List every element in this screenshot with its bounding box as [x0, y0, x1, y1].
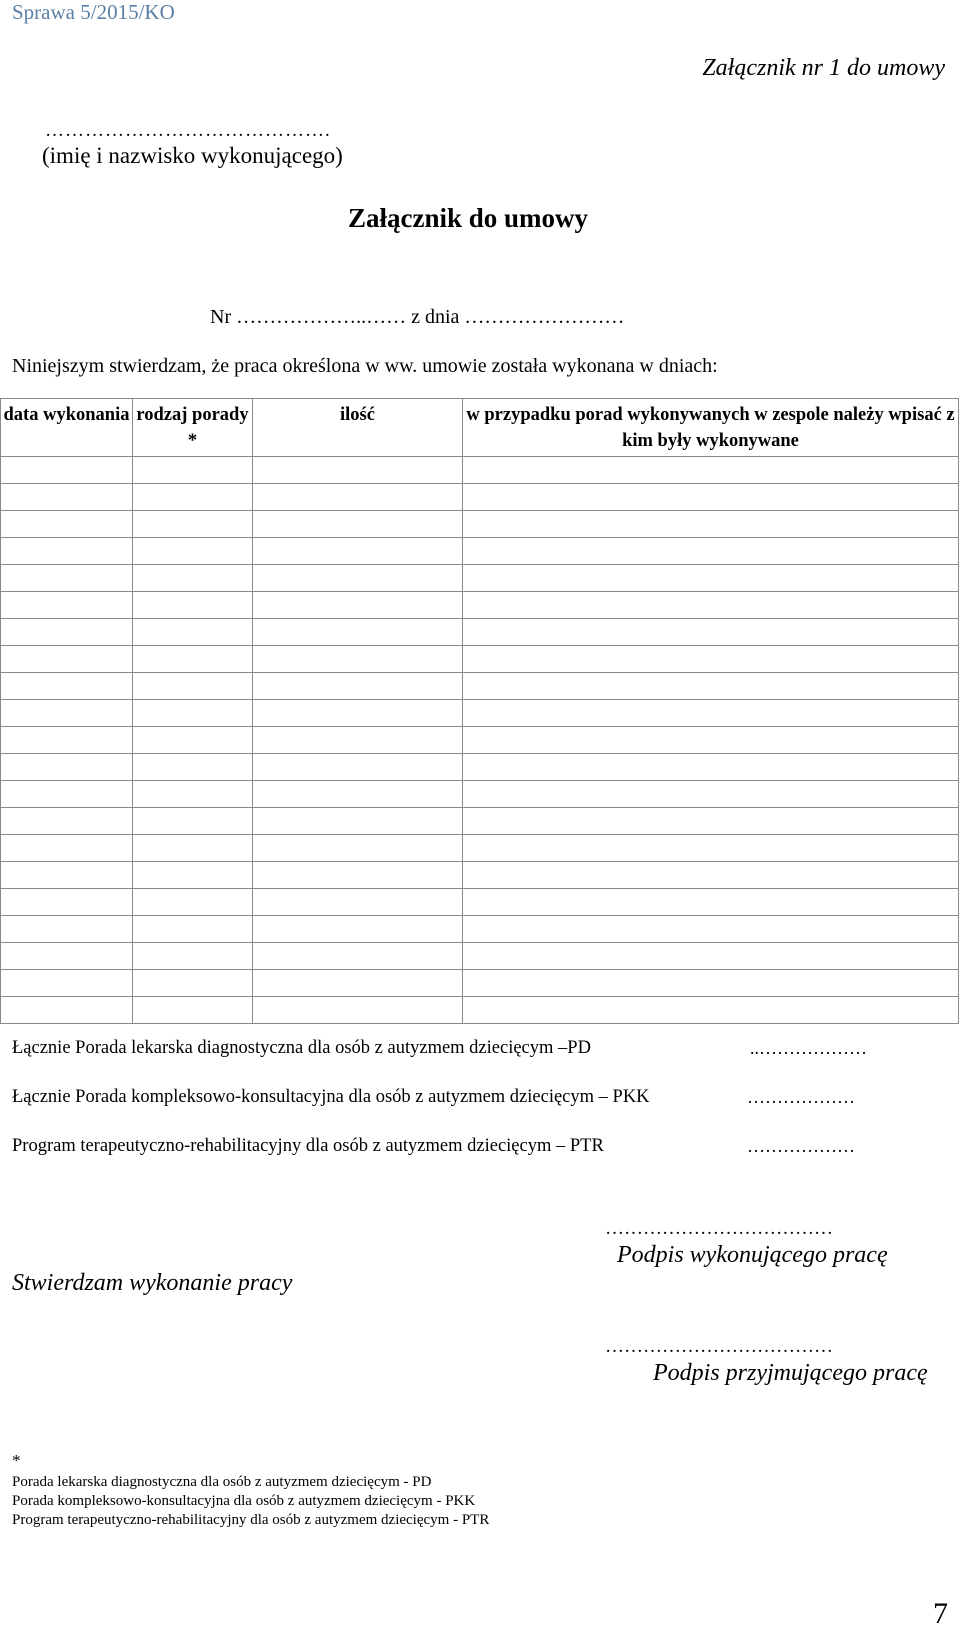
cell-service-type[interactable]: [133, 916, 253, 943]
cell-service-type[interactable]: [133, 700, 253, 727]
cell-quantity[interactable]: [253, 808, 463, 835]
cell-service-type[interactable]: [133, 565, 253, 592]
cell-quantity[interactable]: [253, 646, 463, 673]
table-row: [1, 727, 959, 754]
cell-date[interactable]: [1, 538, 133, 565]
cell-quantity[interactable]: [253, 619, 463, 646]
summary-ptr-label: Program terapeutyczno-rehabilitacyjny dla osób z autyzmem dziecięcym – PTR: [12, 1136, 604, 1156]
cell-date[interactable]: [1, 673, 133, 700]
table-row: [1, 538, 959, 565]
cell-team-members[interactable]: [463, 808, 959, 835]
cell-quantity[interactable]: [253, 781, 463, 808]
cell-quantity[interactable]: [253, 673, 463, 700]
header-service-type: rodzaj porady *: [133, 399, 253, 457]
cell-date[interactable]: [1, 592, 133, 619]
table-row: [1, 565, 959, 592]
cell-quantity[interactable]: [253, 889, 463, 916]
cell-quantity[interactable]: [253, 538, 463, 565]
cell-date[interactable]: [1, 835, 133, 862]
cell-team-members[interactable]: [463, 538, 959, 565]
table-row: [1, 862, 959, 889]
cell-service-type[interactable]: [133, 889, 253, 916]
cell-date[interactable]: [1, 808, 133, 835]
cell-quantity[interactable]: [253, 835, 463, 862]
table-row: [1, 484, 959, 511]
cell-team-members[interactable]: [463, 673, 959, 700]
cell-service-type[interactable]: [133, 673, 253, 700]
cell-quantity[interactable]: [253, 700, 463, 727]
cell-service-type[interactable]: [133, 862, 253, 889]
table-row: [1, 889, 959, 916]
cell-service-type[interactable]: [133, 835, 253, 862]
cell-team-members[interactable]: [463, 862, 959, 889]
cell-team-members[interactable]: [463, 565, 959, 592]
cell-team-members[interactable]: [463, 916, 959, 943]
cell-service-type[interactable]: [133, 997, 253, 1024]
document-title: Załącznik do umowy: [348, 203, 589, 233]
cell-team-members[interactable]: [463, 943, 959, 970]
table-row: [1, 943, 959, 970]
footnote-marker: *: [12, 1451, 21, 1470]
cell-team-members[interactable]: [463, 484, 959, 511]
contractor-name-blank: …………………………………….: [45, 120, 331, 141]
cell-quantity[interactable]: [253, 457, 463, 484]
cell-service-type[interactable]: [133, 538, 253, 565]
cell-team-members[interactable]: [463, 592, 959, 619]
table-row: [1, 808, 959, 835]
cell-date[interactable]: [1, 511, 133, 538]
cell-date[interactable]: [1, 889, 133, 916]
cell-date[interactable]: [1, 781, 133, 808]
cell-quantity[interactable]: [253, 511, 463, 538]
annex-number: Załącznik nr 1 do umowy: [702, 55, 945, 81]
table-row: [1, 592, 959, 619]
cell-team-members[interactable]: [463, 700, 959, 727]
cell-quantity[interactable]: [253, 754, 463, 781]
table-row: [1, 646, 959, 673]
cell-quantity[interactable]: [253, 862, 463, 889]
table-header-row: [1, 399, 959, 457]
executor-signature-line: ………………………………: [605, 1218, 833, 1239]
header-date: data wykonania: [1, 399, 133, 457]
table-row: [1, 619, 959, 646]
cell-quantity[interactable]: [253, 592, 463, 619]
cell-service-type[interactable]: [133, 943, 253, 970]
cell-quantity[interactable]: [253, 970, 463, 997]
cell-team-members[interactable]: [463, 754, 959, 781]
cell-date[interactable]: [1, 484, 133, 511]
receiver-signature-caption: Podpis przyjmującego pracę: [653, 1360, 928, 1386]
contract-number-line: Nr ………………..…… z dnia ……………………: [210, 306, 625, 328]
cell-service-type[interactable]: [133, 484, 253, 511]
executor-signature-caption: Podpis wykonującego pracę: [617, 1242, 888, 1268]
table-row: [1, 916, 959, 943]
cell-service-type[interactable]: [133, 646, 253, 673]
footnote-line: Porada kompleksowo-konsultacyjna dla osób z autyzmem dziecięcym - PKK: [12, 1493, 476, 1509]
cell-date[interactable]: [1, 970, 133, 997]
cell-quantity[interactable]: [253, 484, 463, 511]
cell-team-members[interactable]: [463, 835, 959, 862]
work-log-table: [0, 398, 959, 1024]
table-row: [1, 997, 959, 1024]
cell-team-members[interactable]: [463, 511, 959, 538]
cell-date[interactable]: [1, 916, 133, 943]
summary-pkk-label: Łącznie Porada kompleksowo-konsultacyjna dla osób z autyzmem dziecięcym – PKK: [12, 1087, 650, 1107]
cell-service-type[interactable]: [133, 781, 253, 808]
statement-text: Niniejszym stwierdzam, że praca określona w ww. umowie została wykonana w dniach:: [12, 355, 718, 377]
table-row: [1, 511, 959, 538]
table-row: [1, 457, 959, 484]
cell-quantity[interactable]: [253, 727, 463, 754]
table-row: [1, 835, 959, 862]
summary-pkk-blank: ………………: [747, 1087, 855, 1107]
cell-date[interactable]: [1, 862, 133, 889]
cell-team-members[interactable]: [463, 727, 959, 754]
cell-service-type[interactable]: [133, 970, 253, 997]
contractor-name-caption: (imię i nazwisko wykonującego): [42, 143, 343, 168]
cell-team-members[interactable]: [463, 781, 959, 808]
cell-date[interactable]: [1, 727, 133, 754]
cell-service-type[interactable]: [133, 511, 253, 538]
cell-date[interactable]: [1, 646, 133, 673]
cell-team-members[interactable]: [463, 970, 959, 997]
cell-quantity[interactable]: [253, 943, 463, 970]
cell-service-type[interactable]: [133, 808, 253, 835]
cell-team-members[interactable]: [463, 997, 959, 1024]
cell-service-type[interactable]: [133, 619, 253, 646]
cell-date[interactable]: [1, 619, 133, 646]
summary-ptr-blank: ………………: [747, 1136, 855, 1156]
table-row: [1, 754, 959, 781]
case-reference: Sprawa 5/2015/KO: [12, 0, 175, 24]
summary-pd-blank: ..………………: [750, 1038, 867, 1058]
summary-pd-label: Łącznie Porada lekarska diagnostyczna dla osób z autyzmem dziecięcym –PD: [12, 1038, 591, 1058]
table-row: [1, 700, 959, 727]
cell-team-members[interactable]: [463, 646, 959, 673]
cell-team-members[interactable]: [463, 619, 959, 646]
footnote-line: Porada lekarska diagnostyczna dla osób z autyzmem dziecięcym - PD: [12, 1474, 432, 1490]
cell-date[interactable]: [1, 997, 133, 1024]
header-quantity: ilość: [253, 399, 463, 457]
cell-date[interactable]: [1, 700, 133, 727]
table-row: [1, 673, 959, 700]
cell-quantity[interactable]: [253, 565, 463, 592]
cell-date[interactable]: [1, 754, 133, 781]
cell-service-type[interactable]: [133, 592, 253, 619]
cell-service-type[interactable]: [133, 727, 253, 754]
cell-quantity[interactable]: [253, 916, 463, 943]
table-row: [1, 970, 959, 997]
cell-team-members[interactable]: [463, 889, 959, 916]
page-number: 7: [933, 1597, 948, 1630]
cell-date[interactable]: [1, 565, 133, 592]
cell-quantity[interactable]: [253, 997, 463, 1024]
header-team-members: w przypadku porad wykonywanych w zespole należy wpisać z kim były wykonywane: [463, 399, 959, 457]
receiver-signature-line: ………………………………: [605, 1336, 833, 1357]
table-row: [1, 781, 959, 808]
cell-date[interactable]: [1, 943, 133, 970]
cell-service-type[interactable]: [133, 457, 253, 484]
footnote-line: Program terapeutyczno-rehabilitacyjny dla osób z autyzmem dziecięcym - PTR: [12, 1512, 490, 1528]
confirmation-text: Stwierdzam wykonanie pracy: [12, 1270, 293, 1296]
cell-service-type[interactable]: [133, 754, 253, 781]
cell-date[interactable]: [1, 457, 133, 484]
cell-team-members[interactable]: [463, 457, 959, 484]
